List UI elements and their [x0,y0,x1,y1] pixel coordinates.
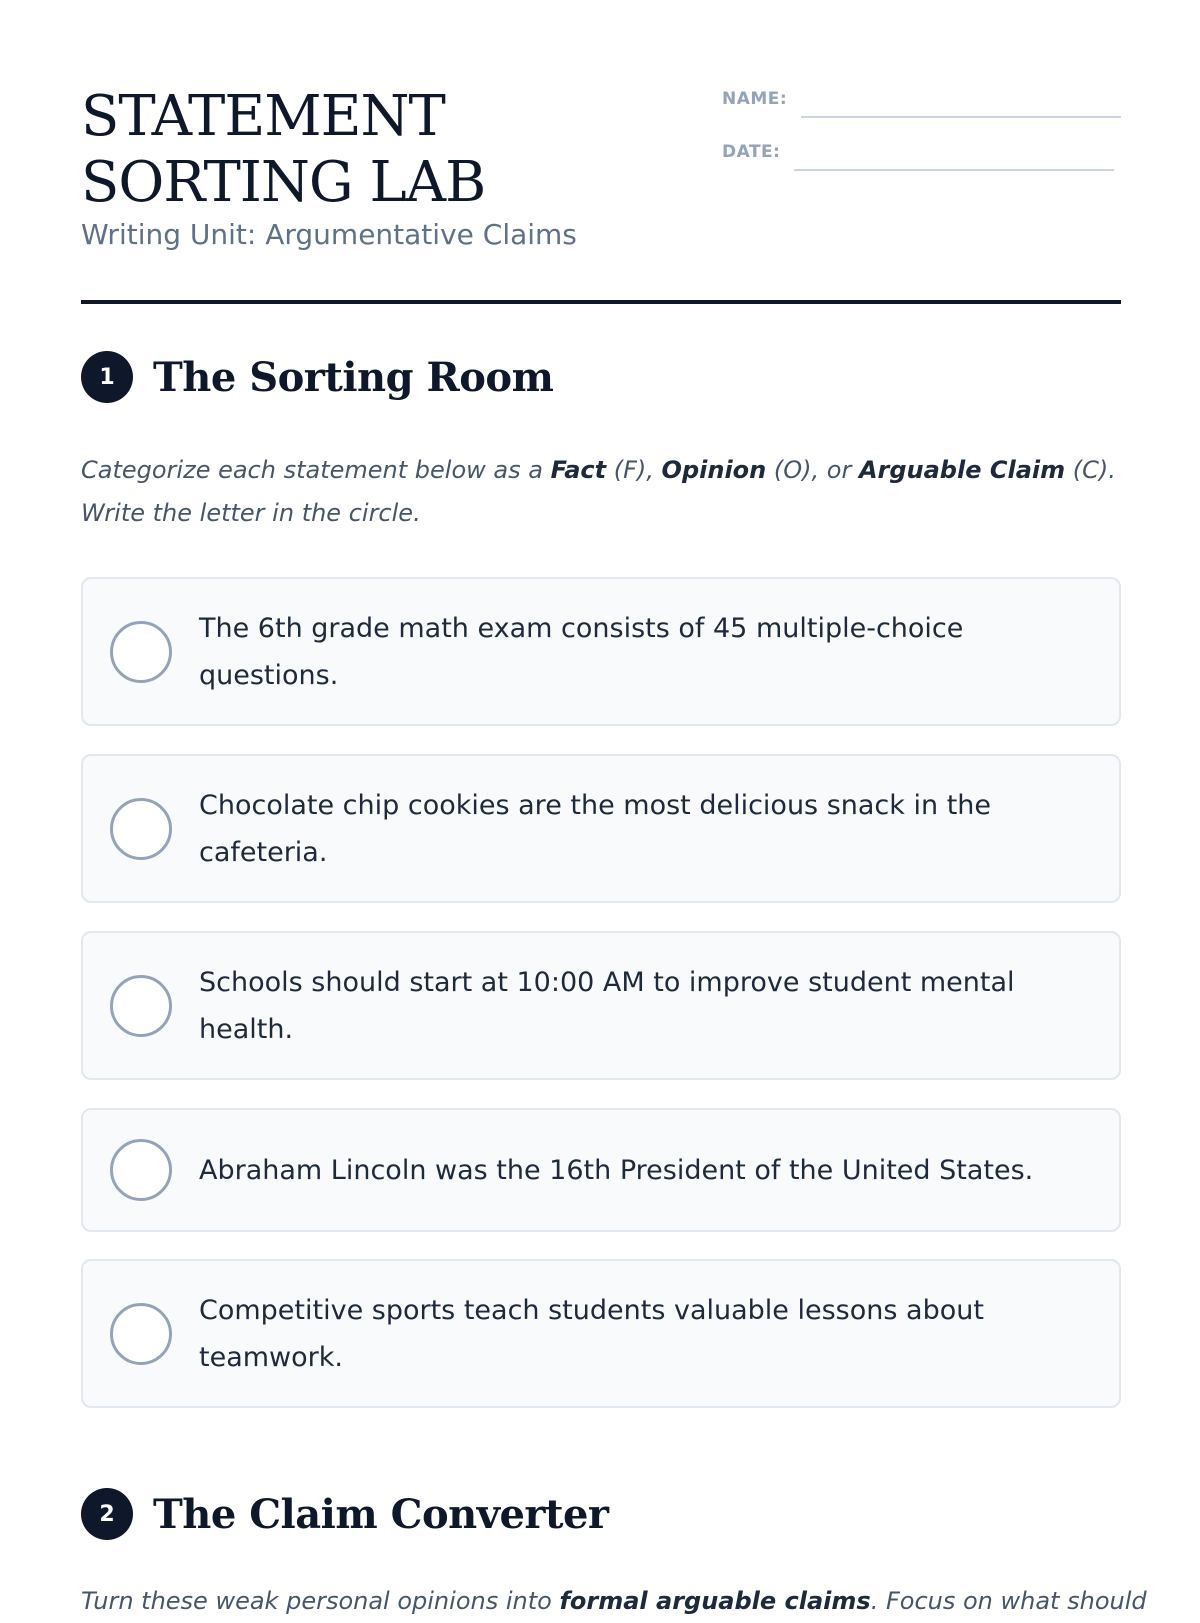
answer-circle[interactable] [110,1303,172,1365]
header-divider [81,300,1121,304]
date-blank-line[interactable] [794,169,1114,171]
worksheet-header [81,0,1121,304]
page-subtitle: Writing Unit: Argumentative Claims [81,218,577,251]
statement-card [81,931,1121,1080]
fact-term: Fact [550,456,607,484]
section-1-heading [81,351,553,403]
name-label: NAME: [722,89,788,109]
statement-card [81,1259,1121,1408]
statement-card [81,754,1121,903]
statement-text: Abraham Lincoln was the 16th President of the United States. [199,1154,1034,1186]
section-2-heading [81,1488,608,1540]
section-1-instructions: Categorize each statement below as a Fact (F), Opinion (O), or Arguable Claim (C). Write the letter in the circle. [81,456,1116,527]
statement-text: Competitive sports teach students valuable lessons about teamwork. [199,1294,984,1373]
formal-claims-term: formal arguable claims [559,1587,871,1615]
section-2-instructions: Turn these weak personal opinions into formal arguable claims. Focus on what should [81,1587,1147,1615]
statement-card [81,577,1121,726]
opinion-term: Opinion [661,456,767,484]
statement-text: Schools should start at 10:00 AM to improve student mental health. [199,966,1015,1045]
answer-circle[interactable] [110,798,172,860]
name-field[interactable] [722,88,1121,110]
answer-circle[interactable] [110,621,172,683]
statement-card [81,1108,1121,1232]
worksheet-page [81,0,1147,1615]
date-label: DATE: [722,142,781,162]
date-field[interactable] [722,141,1114,163]
section-1-number-badge: 1 [81,351,133,403]
answer-circle[interactable] [110,1139,172,1201]
statement-text: The 6th grade math exam consists of 45 multiple-choice questions. [199,612,964,691]
section-2-number-badge: 2 [81,1488,133,1540]
name-blank-line[interactable] [801,116,1121,118]
answer-circle[interactable] [110,975,172,1037]
section-1-title: The Sorting Room [153,353,554,401]
page-title: STATEMENT SORTING LAB [81,84,486,215]
statement-text: Chocolate chip cookies are the most delicious snack in the cafeteria. [199,789,992,868]
claim-term: Arguable Claim [858,456,1066,484]
section-2-title: The Claim Converter [153,1490,609,1538]
